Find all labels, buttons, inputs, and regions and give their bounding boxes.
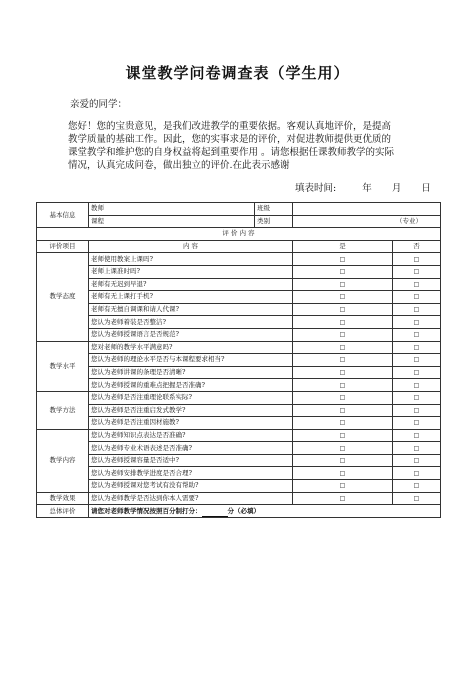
overall-instruction: 请您对老师教学情况按照百分制打分： bbox=[91, 506, 202, 515]
question-row bbox=[37, 265, 441, 278]
checkbox-yes[interactable]: □ bbox=[293, 291, 393, 304]
question-row bbox=[37, 316, 441, 329]
checkbox-yes[interactable]: □ bbox=[293, 366, 393, 379]
page-title: 课堂教学问卷调查表（学生用） bbox=[125, 64, 350, 82]
intro-paragraph bbox=[68, 120, 410, 172]
question-text: 老师有无迟到早退? bbox=[89, 278, 293, 291]
checkbox-no[interactable]: □ bbox=[393, 316, 441, 329]
question-row bbox=[37, 454, 441, 467]
fill-date-day: 日 bbox=[421, 183, 431, 194]
checkbox-no[interactable]: □ bbox=[393, 391, 441, 404]
checkbox-no[interactable]: □ bbox=[393, 492, 441, 505]
overall-suffix: 分（必填） bbox=[227, 506, 260, 515]
question-text: 老师有无上课打手机? bbox=[89, 291, 293, 304]
checkbox-yes[interactable]: □ bbox=[293, 391, 393, 404]
checkbox-yes[interactable]: □ bbox=[293, 442, 393, 455]
intro-line: 您好！您的宝贵意见，是我们改进教学的重要依据。客观认真地评价，是提高 bbox=[68, 121, 392, 132]
score-input[interactable] bbox=[202, 510, 228, 517]
checkbox-yes[interactable]: □ bbox=[293, 404, 393, 417]
column-header-yes: 是 bbox=[293, 240, 393, 253]
basic-info-row bbox=[37, 203, 441, 216]
question-text: 您认为老师授课语言是否规范? bbox=[89, 328, 293, 341]
checkbox-no[interactable]: □ bbox=[393, 291, 441, 304]
question-row bbox=[37, 417, 441, 430]
question-row bbox=[37, 379, 441, 392]
group-label: 教学态度 bbox=[37, 253, 89, 341]
checkbox-yes[interactable]: □ bbox=[293, 417, 393, 430]
checkbox-yes[interactable]: □ bbox=[293, 480, 393, 493]
column-header-item: 评价项目 bbox=[37, 240, 89, 253]
checkbox-yes[interactable]: □ bbox=[293, 429, 393, 442]
question-row bbox=[37, 253, 441, 266]
question-text: 您认为老师是否注重理论联系实际? bbox=[89, 391, 293, 404]
question-row bbox=[37, 366, 441, 379]
question-text: 您认为老师知识点表达是否准确? bbox=[89, 429, 293, 442]
checkbox-no[interactable]: □ bbox=[393, 417, 441, 430]
checkbox-no[interactable]: □ bbox=[393, 480, 441, 493]
fill-date-label: 填表时间: bbox=[295, 183, 337, 194]
overall-score-cell bbox=[89, 505, 441, 518]
question-row bbox=[37, 354, 441, 367]
major-label: （专业） bbox=[293, 215, 441, 228]
checkbox-yes[interactable]: □ bbox=[293, 253, 393, 266]
checkbox-yes[interactable]: □ bbox=[293, 341, 393, 354]
fill-date-month: 月 bbox=[391, 183, 402, 194]
question-row bbox=[37, 480, 441, 493]
question-text: 您认为老师专业术语表述是否准确? bbox=[89, 442, 293, 455]
question-text: 您认为老师安排教学进度是否合理? bbox=[89, 467, 293, 480]
question-row bbox=[37, 429, 441, 442]
question-text: 您认为老师着装是否整洁? bbox=[89, 316, 293, 329]
class-field[interactable] bbox=[293, 203, 441, 216]
question-row bbox=[37, 391, 441, 404]
question-text: 您认为老师是否注重因材施教? bbox=[89, 417, 293, 430]
checkbox-no[interactable]: □ bbox=[393, 265, 441, 278]
teacher-label: 教师 bbox=[89, 203, 255, 216]
checkbox-yes[interactable]: □ bbox=[293, 303, 393, 316]
question-text: 您认为老师讲课的条理是否清晰? bbox=[89, 366, 293, 379]
group-label: 教学内容 bbox=[37, 429, 89, 492]
checkbox-no[interactable]: □ bbox=[393, 404, 441, 417]
fill-date-year: 年 bbox=[362, 183, 372, 194]
question-row bbox=[37, 278, 441, 291]
overall-row bbox=[37, 505, 441, 518]
checkbox-yes[interactable]: □ bbox=[293, 316, 393, 329]
checkbox-no[interactable]: □ bbox=[393, 328, 441, 341]
question-row bbox=[37, 303, 441, 316]
fill-date-line bbox=[295, 180, 431, 194]
checkbox-yes[interactable]: □ bbox=[293, 492, 393, 505]
checkbox-no[interactable]: □ bbox=[393, 429, 441, 442]
question-row bbox=[37, 328, 441, 341]
question-text: 您认为老师授课容量是否适中? bbox=[89, 454, 293, 467]
question-text: 您对老师的教学水平满意吗? bbox=[89, 341, 293, 354]
category-label: 类别 bbox=[255, 215, 293, 228]
checkbox-yes[interactable]: □ bbox=[293, 328, 393, 341]
checkbox-no[interactable]: □ bbox=[393, 442, 441, 455]
column-header-content: 内 容 bbox=[89, 240, 293, 253]
question-row bbox=[37, 467, 441, 480]
intro-line: 教学质量的基础工作。因此，您的实事求是的评价，对促进教师提供更优质的 bbox=[68, 134, 392, 145]
class-label: 班级 bbox=[255, 203, 293, 216]
section-header-row bbox=[37, 228, 441, 241]
intro-line: 情况，认真完成问卷，做出独立的评价.在此表示感谢 bbox=[68, 160, 290, 171]
checkbox-no[interactable]: □ bbox=[393, 454, 441, 467]
checkbox-yes[interactable]: □ bbox=[293, 278, 393, 291]
section-header: 评 价 内 容 bbox=[37, 228, 441, 241]
question-text: 您认为老师授课的重难点把握是否准确? bbox=[89, 379, 293, 392]
course-label: 课程 bbox=[89, 215, 255, 228]
question-row bbox=[37, 492, 441, 505]
checkbox-no[interactable]: □ bbox=[393, 253, 441, 266]
basic-info-label: 基本信息 bbox=[37, 203, 89, 228]
checkbox-yes[interactable]: □ bbox=[293, 265, 393, 278]
question-row bbox=[37, 291, 441, 304]
checkbox-no[interactable]: □ bbox=[393, 354, 441, 367]
question-text: 您认为老师是否注重启发式教学? bbox=[89, 404, 293, 417]
column-header-row bbox=[37, 240, 441, 253]
checkbox-yes[interactable]: □ bbox=[293, 354, 393, 367]
group-label: 教学效果 bbox=[37, 492, 89, 505]
question-text: 您认为老师的理论水平是否与本课程要求相当? bbox=[89, 354, 293, 367]
basic-info-row bbox=[37, 215, 441, 228]
salutation: 亲爱的同学： bbox=[70, 99, 128, 110]
checkbox-no[interactable]: □ bbox=[393, 278, 441, 291]
question-text: 您认为老师教学是否达到你本人需要? bbox=[89, 492, 293, 505]
survey-table bbox=[36, 202, 441, 518]
group-label: 教学方法 bbox=[37, 391, 89, 429]
question-text: 您认为老师授课对您考试有没有帮助? bbox=[89, 480, 293, 493]
checkbox-yes[interactable]: □ bbox=[293, 454, 393, 467]
question-text: 老师使用教案上课吗? bbox=[89, 253, 293, 266]
group-label: 教学水平 bbox=[37, 341, 89, 391]
checkbox-no[interactable]: □ bbox=[393, 366, 441, 379]
checkbox-no[interactable]: □ bbox=[393, 379, 441, 392]
question-text: 老师上课准时吗? bbox=[89, 265, 293, 278]
checkbox-no[interactable]: □ bbox=[393, 341, 441, 354]
question-text: 老师有无擅自调课和请人代课? bbox=[89, 303, 293, 316]
overall-label: 总体评价 bbox=[37, 505, 89, 518]
question-row bbox=[37, 442, 441, 455]
intro-line: 课堂教学和维护您的自身权益将起到重要作用 。请您根据任课教师教学的实际 bbox=[68, 147, 395, 158]
question-row bbox=[37, 404, 441, 417]
checkbox-yes[interactable]: □ bbox=[293, 467, 393, 480]
checkbox-yes[interactable]: □ bbox=[293, 379, 393, 392]
column-header-no: 否 bbox=[393, 240, 441, 253]
checkbox-no[interactable]: □ bbox=[393, 303, 441, 316]
checkbox-no[interactable]: □ bbox=[393, 467, 441, 480]
question-row bbox=[37, 341, 441, 354]
